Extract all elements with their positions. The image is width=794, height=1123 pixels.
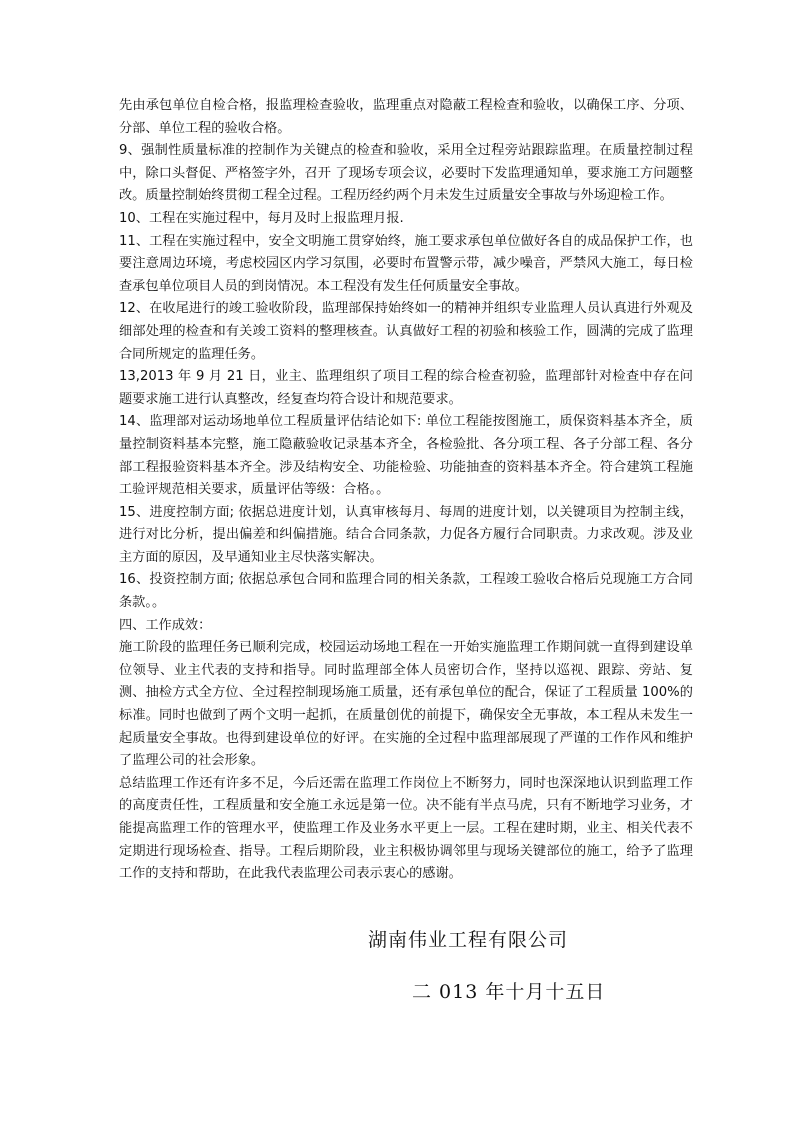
paragraph-item-13: 13,2013 年 9 月 21 日，业主、监理组织了项目工程的综合检查初验，监理部针对检查中存在问题要求施工进行认真整改，经复查均符合设计和规范要求。 [119, 369, 693, 407]
paragraph-item-9: 9、强制性质量标准的控制作为关键点的检查和验收，采用全过程旁站跟踪监理。在质量控制过程中，除口头督促、严格签字外，召开 了现场专项会议，必要时下发监理通知单，要求施工方问题整改。质量控制始终贯彻工程全过程。工程历经约两个月未发生过质量安全事故与外场迎检工作。 [119, 143, 693, 204]
section-heading-results: 四、工作成效： [119, 617, 212, 633]
paragraph-item-10: 10、工程在实施过程中，每月及时上报监理月报. [119, 210, 404, 226]
paragraph-1: 先由承包单位自检合格，报监理检查验收，监理重点对隐蔽工程检查和验收，以确保工序、分项、分部、单位工程的验收合格。 [119, 98, 693, 136]
paragraph-item-16: 16、投资控制方面; 依据总承包合同和监理合同的相关条款，工程竣工验收合格后兑现施工方合同条款。。 [119, 572, 693, 611]
paragraph-summary: 总结监理工作还有许多不足，今后还需在监理工作岗位上不断努力，同时也深深地认识到监理工作的高度责任性，工程质量和安全施工永远是第一位。决不能有半点马虎，只有不断地学习业务，才能提高监理工作的管理水平，使监理工作及业务水平更上一层。工程在建时期，业主、相关代表不定期进行现场检查、指导。工程后期阶段，业主积极协调邻里与现场关键部位的施工，给予了监理工作的支持和帮助，在此我代表监理公司表示衷心的感谢。 [119, 775, 693, 882]
document-body [119, 95, 693, 886]
signature-date: 二 013 年十月十五日 [412, 981, 606, 1003]
paragraph-item-15: 15、进度控制方面; 依据总进度计划，认真审核每月、每周的进度计划，以关键项目为控制主线，进行对比分析，提出偏差和纠偏措施。结合合同条款，力促各方履行合同职责。力求改观。涉及业主方面的原因，及早通知业主尽快落实解决。 [119, 504, 693, 565]
paragraph-results: 施工阶段的监理任务已顺利完成，校园运动场地工程在一开始实施监理工作期间就一直得到建设单位领导、业主代表的支持和指导。同时监理部全体人员密切合作，坚持以巡视、跟踪、旁站、复测、抽检方式全方位、全过程控制现场施工质量，还有承包单位的配合，保证了工程质量 100%的标准。同时也做到了两个文明一起抓，在质量创优的前提下，确保安全无事故，本工程从未发生一起质量安全事故。也得到建设单位的好评。在实施的全过程中监理部展现了严谨的工作作风和维护了监理公司的社会形象。 [119, 640, 693, 769]
paragraph-item-11: 11、工程在实施过程中，安全文明施工贯穿始终，施工要求承包单位做好各自的成品保护工作，也要注意周边环境，考虑校园区内学习氛围，必要时布置警示带，减少噪音，严禁风大施工，每日检查承包单位项目人员的到岗情况。本工程没有发生任何质量安全事故。 [119, 233, 693, 294]
paragraph-item-14: 14、监理部对运动场地单位工程质量评估结论如下: 单位工程能按图施工，质保资料基本齐全，质量控制资料基本完整，施工隐蔽验收记录基本齐全，各检验批、各分项工程、各子分部工程、各分部工程报验资料基本齐全。涉及结构安全、功能检验、功能抽查的资料基本齐全。符合建筑工程施工验评规范相关要求，质量评估等级：合格。。 [119, 414, 693, 498]
signature-company: 湖南伟业工程有限公司 [368, 929, 569, 951]
paragraph-item-12: 12、在收尾进行的竣工验收阶段，监理部保持始终如一的精神并组织专业监理人员认真进行外观及细部处理的检查和有关竣工资料的整理核查。认真做好工程的初验和核验工作，圆满的完成了监理合同所规定的监理任务。 [119, 301, 693, 362]
